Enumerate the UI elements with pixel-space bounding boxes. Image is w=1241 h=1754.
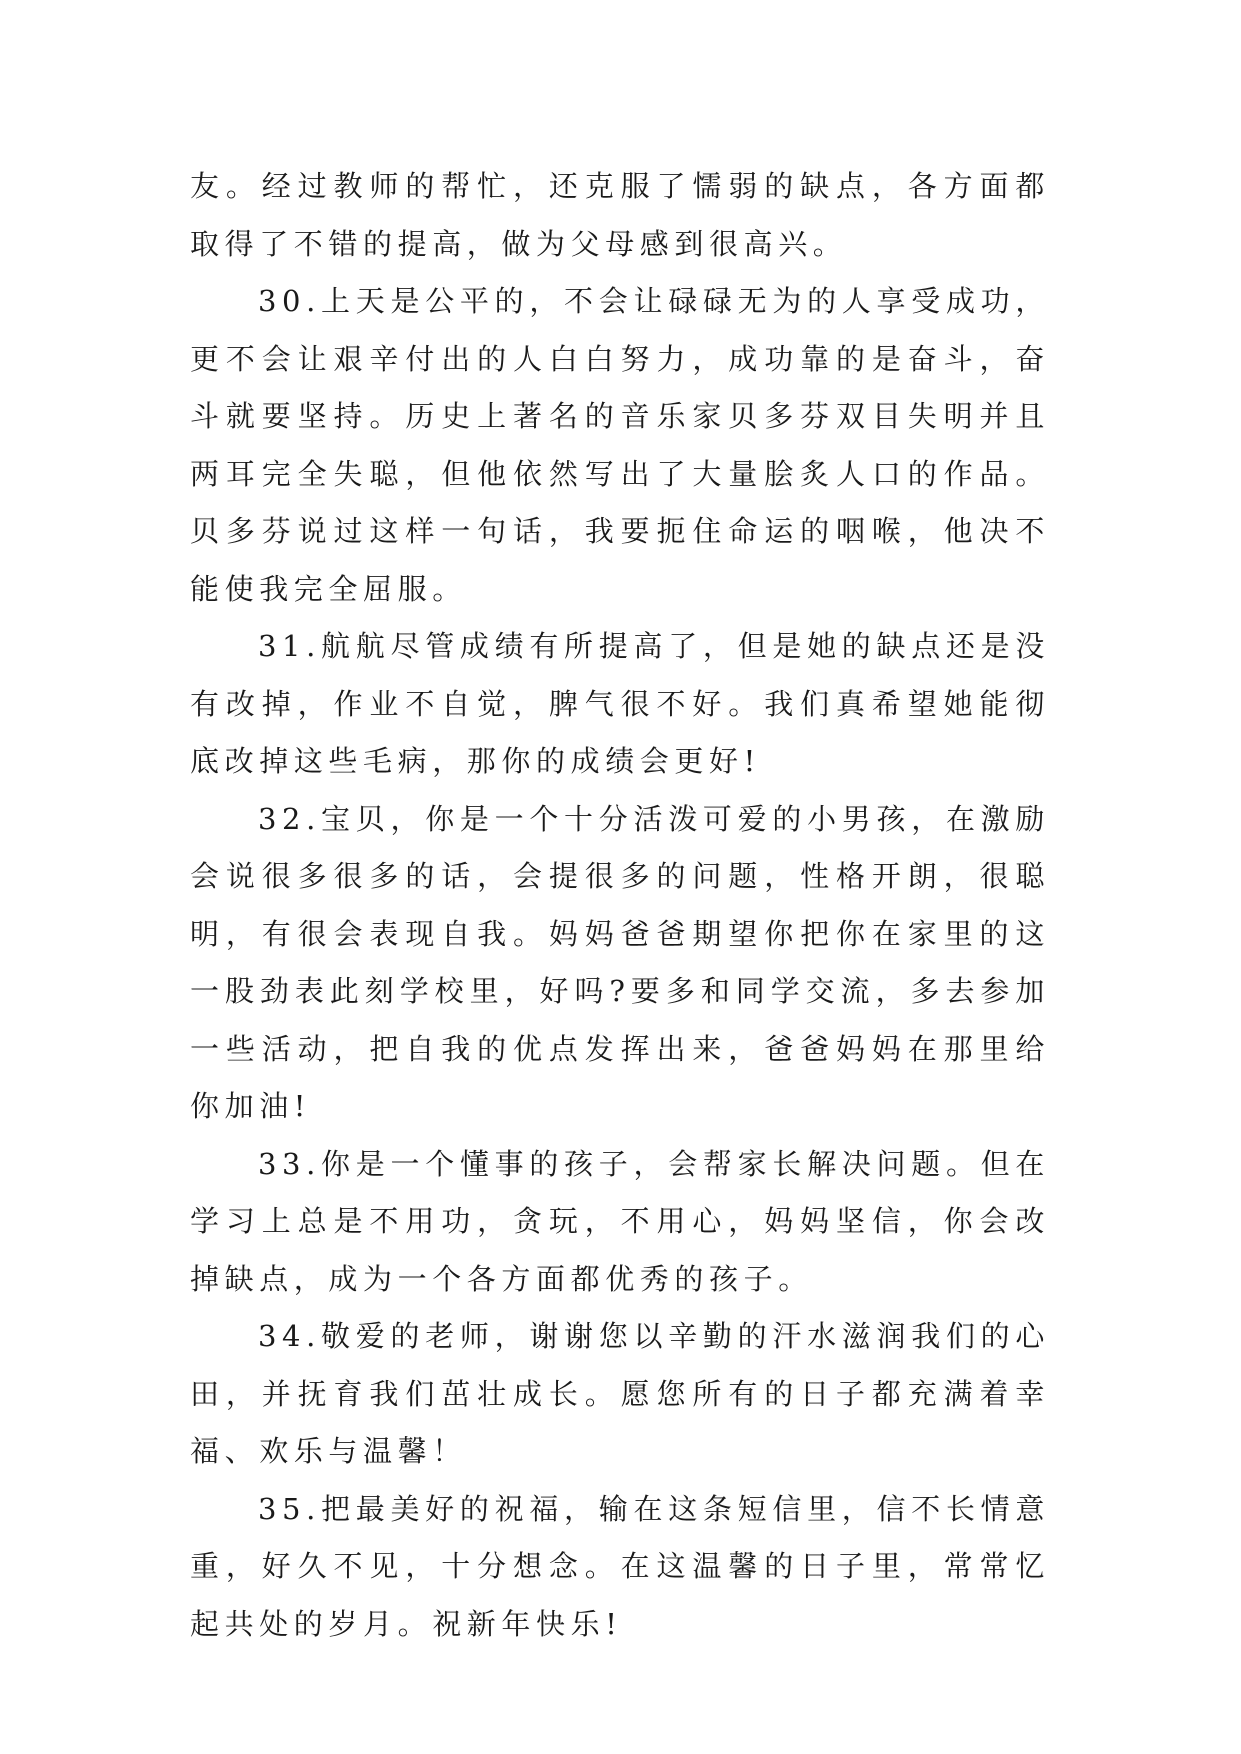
paragraph-34: 34.敬爱的老师，谢谢您以辛勤的汗水滋润我们的心田，并抚育我们茁壮成长。愿您所有的日子都充满着幸福、欢乐与温馨！ bbox=[190, 1319, 1050, 1468]
paragraph-30: 30.上天是公平的，不会让碌碌无为的人享受成功，更不会让艰辛付出的人白白努力，成功靠的是奋斗，奋斗就要坚持。历史上著名的音乐家贝多芬双目失明并且两耳完全失聪，但他依然写出了大量脍炙人口的作品。贝多芬说过这样一句话，我要扼住命运的咽喉，他决不能使我完全屈服。 bbox=[190, 284, 1050, 606]
paragraph-31: 31.航航尽管成绩有所提高了，但是她的缺点还是没有改掉，作业不自觉，脾气很不好。我们真希望她能彻底改掉这些毛病，那你的成绩会更好! bbox=[190, 629, 1050, 778]
paragraph-continuation: 友。经过教师的帮忙，还克服了懦弱的缺点，各方面都取得了不错的提高，做为父母感到很高兴。 bbox=[190, 169, 1050, 261]
paragraph-35: 35.把最美好的祝福，输在这条短信里，信不长情意重，好久不见，十分想念。在这温馨的日子里，常常忆起共处的岁月。祝新年快乐! bbox=[190, 1491, 1050, 1641]
paragraph-33: 33.你是一个懂事的孩子，会帮家长解决问题。但在学习上总是不用功，贪玩，不用心，妈妈坚信，你会改掉缺点，成为一个各方面都优秀的孩子。 bbox=[190, 1146, 1050, 1296]
paragraph-32: 32.宝贝，你是一个十分活泼可爱的小男孩，在激励会说很多很多的话，会提很多的问题，性格开朗，很聪明，有很会表现自我。妈妈爸爸期望你把你在家里的这一股劲表此刻学校里，好吗?要多和同学交流，多去参加一些活动，把自我的优点发挥出来，爸爸妈妈在那里给你加油! bbox=[190, 801, 1050, 1123]
document-body bbox=[190, 158, 1050, 1653]
